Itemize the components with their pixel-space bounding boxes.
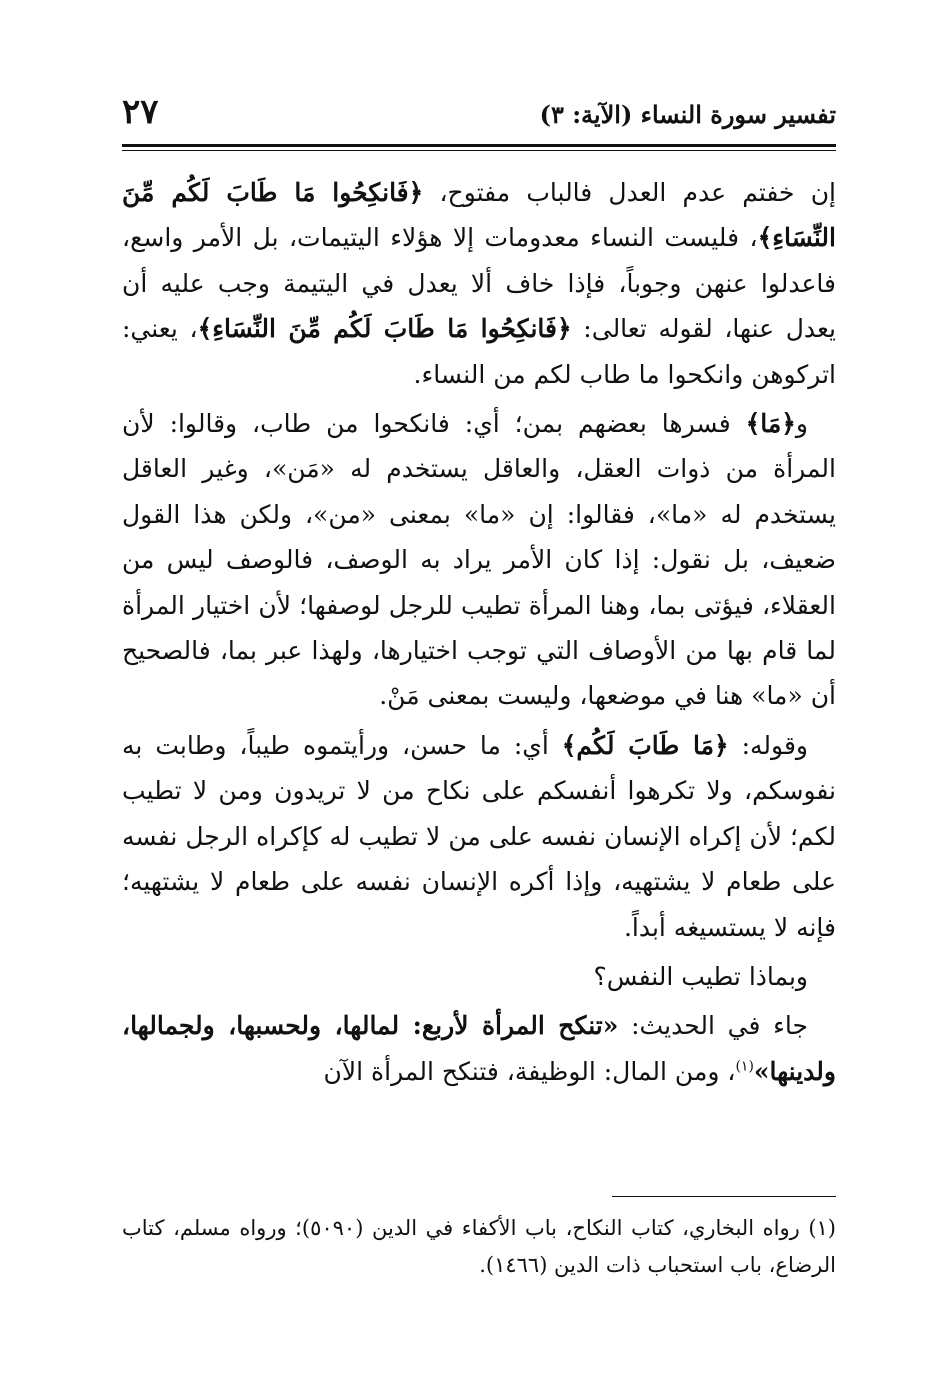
paragraph-4	[122, 954, 836, 999]
header-rule-thick	[122, 144, 836, 147]
text-span: وقوله:	[728, 730, 808, 760]
text-span: جاء في الحديث:	[618, 1011, 808, 1041]
quran-verse: ﴿فَانكِحُوا مَا طَابَ لَكُم مِّنَ النِّسَاءِ﴾	[122, 178, 836, 253]
footnote-separator	[612, 1196, 836, 1197]
text-span: إن خفتم عدم العدل فالباب مفتوح،	[423, 178, 837, 207]
text-span: و	[795, 409, 808, 439]
paragraph-1	[122, 170, 836, 397]
paragraph-3	[122, 723, 836, 950]
body-text	[122, 170, 836, 1098]
footnote-ref[interactable]: (١)	[735, 1058, 754, 1075]
text-span: أي: ما حسن، ورأيتموه طيباً، وطابت به نفوسكم، ولا تكرهوا أنفسكم على نكاح من لا تريدون ومن لا تطيب لكم؛ لأن إكراه الإنسان نفسه على من لا تطيب له كإكراه الرجل نفسه على طعام لا يشتهيه، وإذا أكره الإنسان نفسه على طعام لا يشتهيه؛ فإنه لا يستسيغه أبداً.	[122, 730, 836, 942]
paragraph-5	[122, 1003, 836, 1094]
quran-verse: ﴿مَا طَابَ لَكُم﴾	[561, 730, 729, 760]
text-span: ، يعني: اتركوهن وانكحوا ما طاب لكم من النساء.	[122, 314, 836, 389]
header-rule-thin	[122, 150, 836, 151]
text-span: ، فليست النساء معدومات إلا هؤلاء اليتيمات، بل الأمر واسع، فاعدلوا عنهن وجوباً، فإذا خاف ألا يعدل في اليتيمة وجب عليه أن يعدل عنها، لقوله تعالى:	[122, 223, 836, 344]
footnotes	[122, 1210, 836, 1284]
text-span: فسرها بعضهم بمن؛ أي: فانكحوا من طاب، وقالوا: لأن المرأة من ذوات العقل، والعاقل يستخدم له «مَن»، وغير العاقل يستخدم له «ما»، فقالوا: إن «ما» بمعنى «من»، ولكن هذا القول ضعيف، بل نقول: إذا كان الأمر يراد به الوصف، فالوصف ليس من العقلاء، فيؤتى بما، وهنا المرأة تطيب للرجل لوصفها؛ لأن اختيار المرأة لما قام بها من الأوصاف التي توجب اختيارها، ولهذا عبر بما، فالصحيح أن «ما» هنا في موضعها، وليست بمعنى مَنْ.	[122, 409, 836, 711]
running-title: تفسير سورة النساء (الآية: ٣)	[539, 100, 836, 129]
text-span: وبماذا تطيب النفس؟	[593, 961, 808, 991]
page-number: ٢٧	[122, 92, 159, 132]
quran-verse: ﴿مَا﴾	[745, 409, 796, 439]
text-span: ، ومن المال: الوظيفة، فتنكح المرأة الآن	[323, 1056, 736, 1086]
hadith-quote: «تنكح المرأة لأربع: لمالها، ولحسبها، ولجمالها، ولدينها»	[122, 1011, 836, 1086]
quran-verse: ﴿فَانكِحُوا مَا طَابَ لَكُم مِّنَ النِّسَاءِ﴾	[197, 314, 572, 344]
paragraph-2	[122, 401, 836, 719]
page-header	[122, 92, 836, 142]
footnote-1: (١) رواه البخاري، كتاب النكاح، باب الأكفاء في الدين (٥٠٩٠)؛ ورواه مسلم، كتاب الرضاع، باب استحباب ذات الدين (١٤٦٦).	[122, 1216, 836, 1277]
